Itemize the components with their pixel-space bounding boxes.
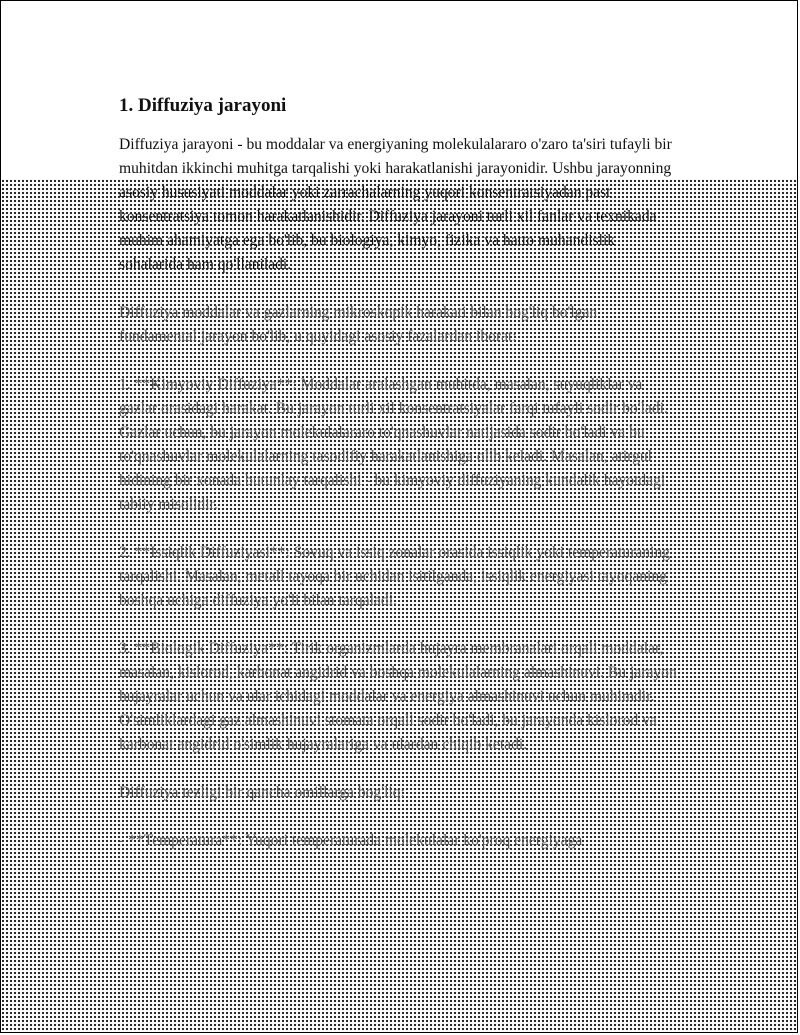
- chemical-diffusion-paragraph: 1. **Kimyoviy Diffuziya**: Moddalar aralashgan muhitda, masalan, suyuqliklar va gazlar orasidagi harakat. Bu jarayon turli xil konsentratsiyalar farqi tufayli sodir bo'ladi. Gazlar uchun, bu jarayon molekulalararo to'qnashuvlar natijasida sodir bo'ladi va bu to'qnashuvlar molekulalarning tasodifiy harakatlanishiga olib keladi. Masalan, atirgul hidining bir xonada butunlay tarqalishi - bu kimyoviy diffuziyaning kundalik hayotdagi tabiiy misolidir.: [119, 376, 668, 513]
- biological-diffusion-paragraph: 3. **Biologik Diffuziya**: Tirik organizmlarda hujayra membranalari orqali moddalar, masalan, kislorod, karbonat angidrid va boshqa molekulalarning almashinuvi. Bu jarayon hujayralar uchun va ular ichidagi moddalar va energiya almashinuvi uchun muhimdir. O'simliklardagi gaz almashinuvi stomata orqali sodir bo'ladi, bu jarayonda kislorod va karbonat angidrid o'simlik hujayralariga va ulardan chiqib ketadi.: [119, 640, 677, 753]
- factor-list: [119, 829, 679, 853]
- thermal-diffusion-paragraph: 2. **Issiqlik Diffuziyasi**: Sovuq va issiq zonalar orasida issiqlik yoki temperaturaning tarqalishi. Masalan, metall tayoqa bir uchidan isitilganda, issiqlik energiyasi tayoqaning boshqa uchiga diffuziya yo'li bilan tarqaladi.: [119, 544, 671, 609]
- section-heading: 1. Diffuziya jarayoni: [119, 95, 287, 116]
- phases-intro-paragraph: Diffuziya moddalar va gazlarning mikroskopik harakati bilan bog'liq bo'lgan fundamental jarayon bo'lib, u quyidagi asosiy fazalardan iborat:: [119, 304, 598, 345]
- intro-paragraph: Diffuziya jarayoni - bu moddalar va energiyaning molekulalararo o'zaro ta'siri tufayli bir muhitdan ikkinchi muhitga tarqalishi yoki harakatlanishi jarayonidir. Ushbu jarayonning asosiy hususiyati moddalar yoki zarrachalarning yuqori konsentratsiyadan past konsentratsiya tomon harakatlanishidir. Diffuziya jarayoni turli xil fanlar va texnikada muhim ahamiyatga ega bo'lib, bu biologiya, kimyo, fizika va hatto muhandislik sohalarida ham qo'llaniladi.: [119, 136, 672, 273]
- diffusion-rate-paragraph: Diffuziya tezligi bir qancha omillarga bog'liq:: [119, 784, 405, 801]
- list-item: - **Temperatura**: Yuqori temperaturada molekulalar ko'proq energiyaga: [119, 832, 583, 849]
- document-body: [119, 93, 679, 853]
